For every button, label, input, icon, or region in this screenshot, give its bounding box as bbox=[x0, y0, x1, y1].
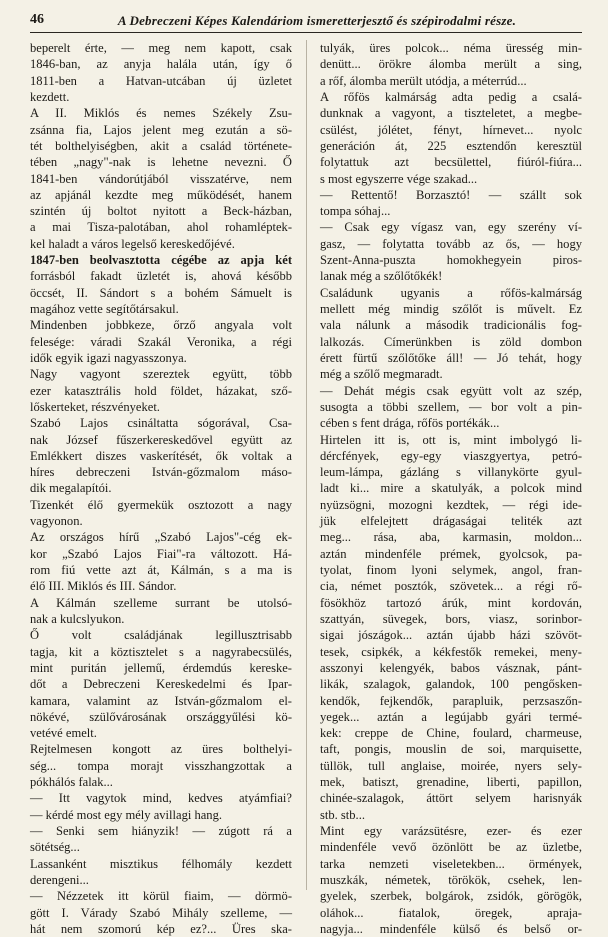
text-line: 1811-ben a Hatvan-utcában új üzletet bbox=[30, 73, 292, 88]
text-line: Tizenkét élő gyermekük osztozott a nagy bbox=[30, 497, 292, 512]
text-line: vagyonon. bbox=[30, 514, 83, 529]
text-line: öccsét, II. Sándort s a bohém Sámuelt is bbox=[30, 285, 292, 300]
text-line: mek, batiszt, grenadine, liberti, papillon, bbox=[320, 775, 582, 790]
text-line: — kérdé most egy mély avillagi hang. bbox=[30, 807, 222, 822]
text-line: Ő volt családjának legillusztrisabb bbox=[30, 628, 292, 643]
text-line: felesége: váradi Szakál Veronika, a régi bbox=[30, 334, 292, 349]
text-line: vetévé emelt. bbox=[30, 726, 97, 741]
text-line: yegek... aztán a legújabb gyári termé- bbox=[320, 709, 582, 724]
text-line: derengeni... bbox=[30, 872, 89, 887]
text-line: Nagy vagyont szereztek együtt, több bbox=[30, 367, 292, 382]
text-line: chinée-szalagok, áttört selyem harisnyák bbox=[320, 791, 582, 806]
text-line: denütt... örökre álomba merült a sing, bbox=[320, 57, 582, 72]
text-line: kek: creppe de Chine, foulard, charmeuse, bbox=[320, 726, 582, 741]
text-line: forrásból fakadt üzletét is, ahová később bbox=[30, 269, 292, 284]
text-line: cében s fent drága, rőfös portékák... bbox=[320, 416, 500, 431]
text-line: sötétség... bbox=[30, 840, 80, 855]
text-line: 1841-ben vándorútjából visszatérve, nem bbox=[30, 171, 292, 186]
text-line: mellett még mindig szőlőt is művelt. Ez bbox=[320, 302, 582, 316]
text-line: ladt ki... mire a skatulyák, a polcok mind bbox=[320, 481, 582, 496]
text-line: tompa sóhaj... bbox=[320, 204, 391, 219]
running-title: A Debreczeni Képes Kalendáriom ismeretterjesztő és szépirodalmi része. bbox=[117, 13, 517, 28]
text-line: a rőf, álomba merült utódja, a méterrúd... bbox=[320, 73, 527, 88]
text-line: kamara, valamint az István-gőzmalom el- bbox=[30, 693, 292, 708]
text-line: lalkozás. Címerünkben is zöld dombon bbox=[320, 334, 582, 349]
text-line: szattyán, süvegek, bors, viasz, sorinbor- bbox=[320, 611, 582, 626]
text-line: lanak még a szőlőtőkék! bbox=[320, 269, 443, 284]
text-line: A rőfös kalmárság adta pedig a csalá- bbox=[320, 89, 582, 104]
text-line: generáción át, 225 esztendőn keresztül bbox=[320, 138, 582, 153]
text-line: mint puritán jellemű, érdemdús kereske- bbox=[30, 660, 292, 675]
text-line: mindenféle vevő özönlött be az üzletbe, bbox=[320, 840, 582, 855]
text-line: Emlékkert diszes vaskerítését, ők voltak a bbox=[30, 448, 292, 463]
text-line: az apjánál kezdte meg működését, hanem bbox=[30, 187, 292, 202]
text-line: Rejtelmesen kongott az üres bolthelyi- bbox=[30, 742, 292, 757]
text-line: kel haladt a város legelső kereskedőjévé. bbox=[30, 236, 235, 251]
text-line: híres debreczeni István-gőzmalom máso- bbox=[30, 465, 292, 480]
text-line: tyolat, finom lyoni selymek, angol, fran- bbox=[320, 563, 582, 577]
text-line: — Nézzetek itt körül fiaim, — dörmö- bbox=[30, 889, 292, 904]
text-line: likák, szalagok, galandok, 100 pengősken- bbox=[320, 677, 582, 692]
text-line: susogta a többi szellem, — bor volt a pin- bbox=[320, 399, 582, 414]
text-line: gyelek, szerbek, bolgárok, zsidók, görögök, bbox=[320, 889, 582, 904]
text-line: kendők, fejkendők, parapluik, perzsaszőn- bbox=[320, 693, 582, 708]
text-line: meg... rása, aba, karmasin, moldon... bbox=[320, 530, 582, 545]
text-line: dik megalapítói. bbox=[30, 481, 112, 496]
text-line: nökévé, szülővárosának országgyűlési kö- bbox=[30, 709, 292, 724]
text-line: asszonyi kelengyék, babos vásznak, pánt- bbox=[320, 660, 582, 675]
text-line: A Kálmán szelleme surrant be utolsó- bbox=[30, 595, 292, 610]
text-line: Szent-Anna-puszta homokhegyein piros- bbox=[320, 253, 582, 268]
text-line: Mint egy varázsütésre, ezer- és ezer bbox=[320, 824, 582, 838]
text-line: sigai jószágok... aztán újabb házi szövöt- bbox=[320, 628, 582, 643]
left-column bbox=[30, 40, 292, 936]
text-line: nak a kulcslyukon. bbox=[30, 611, 125, 626]
text-line: szintén új boltot nyitott a Beck-házban, bbox=[30, 204, 292, 219]
text-line: 1847-ben beolvasztotta cégébe az apja két bbox=[30, 253, 292, 268]
text-line: dőt a Debreczeni Kereskedelmi és Ipar- bbox=[30, 677, 292, 692]
text-line: tesek, csipkék, a kékfestők remekei, meny- bbox=[320, 644, 582, 659]
text-line: tét bolthelyiségben, akit a család története- bbox=[30, 138, 292, 153]
text-line: zsánna fia, Lajos jelent meg ezután a sö- bbox=[30, 122, 292, 137]
text-line: — Csak egy vígasz van, egy szerény ví- bbox=[320, 220, 582, 235]
text-line: hát nem szomorú kép ez?... Üres ska- bbox=[30, 921, 292, 936]
text-line: pókhálós falak... bbox=[30, 775, 113, 790]
text-line: folytattuk azt becsülettel, fiúról-fiúra... bbox=[320, 155, 582, 170]
text-line: kor „Szabó Lajos Fiai"-ra változott. Há- bbox=[30, 546, 292, 561]
text-line: stb. stb... bbox=[320, 807, 365, 822]
text-line: Az országos hírű „Szabó Lajos"-cég ek- bbox=[30, 530, 292, 545]
text-line: — Rettentő! Borzasztó! — szállt sok bbox=[320, 187, 582, 202]
page-header bbox=[30, 10, 582, 33]
text-line: tagja, kit a köztisztelet s a nagyrabecsülés, bbox=[30, 644, 292, 659]
text-line: még a szőlő megmaradt. bbox=[320, 367, 443, 382]
column-divider bbox=[306, 40, 307, 890]
text-line: ezer katasztrális hold földet, házakat, sző- bbox=[30, 383, 292, 398]
text-line: aztán mindenféle prémek, gyolcsok, pa- bbox=[320, 546, 582, 561]
text-line: dunknak a vagyont, a tiszteletet, a megbe- bbox=[320, 106, 582, 121]
text-line: idők egyik igazi nagyasszonya. bbox=[30, 350, 187, 365]
text-line: gasz, — folytatta tovább az ős, — hogy bbox=[320, 236, 582, 251]
text-line: taft, pongis, mouslin de soi, marquisette, bbox=[320, 742, 582, 757]
text-line: A II. Miklós és nemes Székely Zsu- bbox=[30, 106, 292, 121]
text-line: nagyja... mindenféle külső és belső or- bbox=[320, 921, 582, 936]
text-line: Hirtelen itt is, ott is, mint imbolygó li- bbox=[320, 432, 582, 447]
text-line: Szabó Lajos csináltatta sógorával, Csa- bbox=[30, 416, 292, 431]
text-line: jük elfelejtett drágaságai teliték azt bbox=[320, 514, 582, 529]
text-line: beperelt érte, — meg nem kapott, csak bbox=[30, 41, 292, 55]
text-line: magához vette segítőtársakul. bbox=[30, 302, 179, 316]
text-line: muszkák, németek, törökök, csehek, len- bbox=[320, 872, 582, 887]
text-line: leum-lámpa, gázláng s villanykörte gyul- bbox=[320, 465, 582, 480]
text-line: csülést, jólétet, fényt, hírnevet... nyolc bbox=[320, 122, 582, 137]
text-line: Lassanként misztikus félhomály kezdett bbox=[30, 856, 292, 871]
text-line: Családunk ugyanis a rőfös-kalmárság bbox=[320, 285, 582, 300]
text-line: dércfények, egy-egy viaszgyertya, petró- bbox=[320, 448, 582, 463]
text-line: cia, német posztók, szövetek... a régi rő- bbox=[320, 579, 582, 594]
text-line: rom fiú vette azt át, Kálmán, s a ma is bbox=[30, 563, 292, 577]
text-line: vala nálunk a második tradicionális fog- bbox=[320, 318, 582, 333]
text-line: — Senki sem hiányzik! — zúgott rá a bbox=[30, 824, 292, 838]
text-line: a mai Tisza-palotában, ahol rohamléptek- bbox=[30, 220, 292, 235]
text-line: nak József fűszerkereskedővel együtt az bbox=[30, 432, 292, 447]
text-line: gött I. Várady Szabó Mihály szelleme, — bbox=[30, 905, 292, 920]
text-line: Mindenben jobbkeze, őrző angyala volt bbox=[30, 318, 292, 333]
text-line: nyüzsögni, mozogni kezdtek, — régi ide- bbox=[320, 497, 582, 512]
text-line: tüllök, tull anglaise, moirée, nyers sely- bbox=[320, 758, 582, 773]
text-line: tulyák, üres polcok... néma üresség min- bbox=[320, 41, 582, 55]
text-line: ség... tompa morajt visszhangzottak a bbox=[30, 758, 292, 773]
text-line: — Itt vagytok mind, kedves atyámfiai? bbox=[30, 791, 292, 806]
text-line: tében „nagy"-nak is lehetne nevezni. Ő bbox=[30, 155, 292, 170]
text-line: élő III. Miklós és III. Sándor. bbox=[30, 579, 177, 594]
text-line: lőskerteket, részvényeket. bbox=[30, 399, 160, 414]
text-line: s most egyszerre vége szakad... bbox=[320, 171, 478, 186]
text-line: — Dehát mégis csak együtt volt az szép, bbox=[320, 383, 582, 398]
page-number: 46 bbox=[30, 12, 44, 27]
text-line: tarka nemzeti viseletekben... örmények, bbox=[320, 856, 582, 871]
text-line: kezdett. bbox=[30, 89, 70, 104]
right-column bbox=[320, 40, 582, 936]
text-line: fösökhöz tartozó árúk, mint kordován, bbox=[320, 595, 582, 610]
text-line: oláhok... fiatalok, öregek, apraja- bbox=[320, 905, 582, 920]
text-line: 1846-ban, az anyja halála után, így ő bbox=[30, 57, 292, 72]
text-line: érett fürtű szőlőtőke áll! — Jó tehát, hogy bbox=[320, 350, 582, 365]
